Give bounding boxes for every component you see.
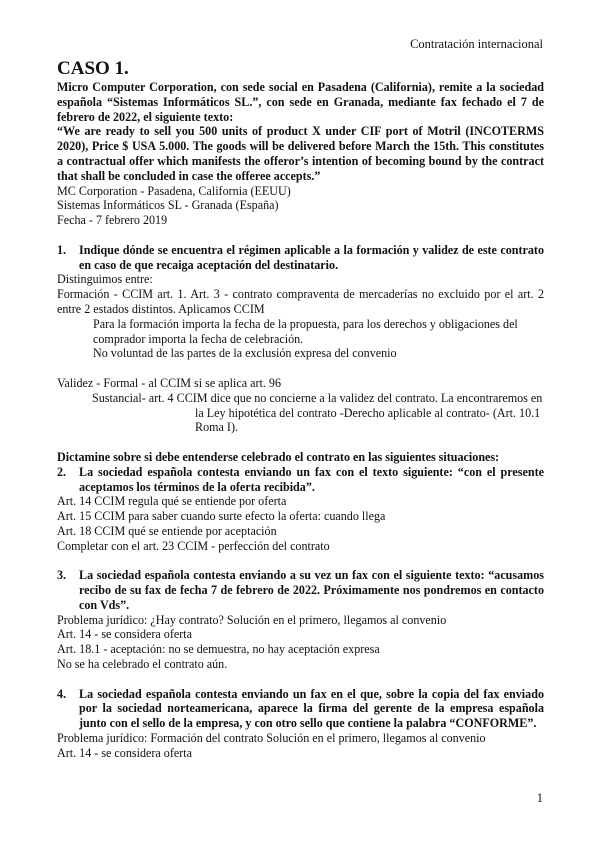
case-title: CASO 1.: [57, 58, 129, 79]
case-note: Fecha - 7 febrero 2019: [57, 213, 168, 228]
case-note: MC Corporation - Pasadena, California (EEUU): [57, 183, 291, 198]
answer-indented-line: Para la formación importa la fecha de la propuesta, para los derechos y obligaciones del comprador importa la fecha de celebración.: [93, 316, 518, 346]
answer-line: No se ha celebrado el contrato aún.: [57, 657, 228, 672]
answer-line: Art. 14 - se considera oferta: [57, 745, 192, 760]
answer-line: Art. 14 CCIM regula qué se entiende por oferta: [57, 494, 287, 509]
question-number: 1.: [57, 242, 67, 257]
case-note: Sistemas Informáticos SL - Granada (España): [57, 198, 279, 213]
question-text: Indique dónde se encuentra el régimen aplicable a la formación y validez de este contrato en caso de que recaiga aceptación del destinatario.: [79, 242, 544, 272]
answer-line: Art. 15 CCIM para saber cuando surte efecto la oferta: cuando llega: [57, 509, 386, 524]
answer-line: Problema jurídico: Formación del contrato Solución en el primero, llegamos al convenio: [57, 731, 486, 746]
answer-line: Art. 18 CCIM qué se entiende por aceptación: [57, 523, 277, 538]
question-number: 3.: [57, 568, 67, 583]
case-intro: Micro Computer Corporation, con sede social en Pasadena (California), remite a la sociedad española “Sistemas Informáticos SL.”, con sede en Granada, mediante fax fechado el 7 de febrero de 2022, el siguiente texto:: [57, 80, 544, 124]
answer-line: Distinguimos entre:: [57, 272, 153, 287]
answer-hanging-line: Sustancial- art. 4 CCIM dice que no concierne a la validez del contrato. La encontraremos en la Ley hipotética del contrato -Derecho aplicable al contrato- (Art. 10.1 Roma I).: [92, 390, 543, 435]
question-3: [57, 568, 544, 612]
answer-line: Completar con el art. 23 CCIM - perfección del contrato: [57, 538, 330, 553]
question-1: [57, 243, 544, 273]
question-number: 4.: [57, 686, 67, 701]
question-4: [57, 687, 544, 731]
section-heading: Dictamine sobre si debe entenderse celebrado el contrato en las siguientes situaciones:: [57, 449, 500, 464]
question-text: La sociedad española contesta enviando un fax en el que, sobre la copia del fax enviado por la sociedad norteamericana, aparece la firma del gerente de la empresa española junto con el sello de la empresa, y con otro sello que contiene la palabra “CONFORME”.: [79, 686, 544, 731]
question-number: 2.: [57, 464, 67, 479]
question-text: La sociedad española contesta enviando a su vez un fax con el siguiente texto: “acusamos recibo de su fax de fecha 7 de febrero de 2022. Próximamente nos pondremos en contacto con Vds”.: [79, 568, 544, 612]
page-content: [57, 58, 544, 761]
case-quote: “We are ready to sell you 500 units of product X under CIF port of Motril (INCOTERMS 2020), Price $ USA 5.000. The goods will be delivered before March the 15th. This constitutes a contractual offer which manifests the offeror’s intention of becoming bound by the contract that shall be concluded in case the offeree accepts.”: [57, 124, 544, 183]
answer-indented-line: No voluntad de las partes de la exclusión expresa del convenio: [93, 346, 397, 361]
question-2: [57, 465, 544, 495]
answer-line: Art. 14 - se considera oferta: [57, 627, 192, 642]
answer-line: Problema jurídico: ¿Hay contrato? Solución en el primero, llegamos al convenio: [57, 612, 447, 627]
question-text: La sociedad española contesta enviando un fax con el texto siguiente: “con el presente aceptamos los términos de la oferta recibida”.: [79, 464, 544, 494]
answer-line: Art. 18.1 - aceptación: no se demuestra, no hay aceptación expresa: [57, 642, 380, 657]
answer-line: Formación - CCIM art. 1. Art. 3 - contrato compraventa de mercaderías no excluido por el art. 2 entre 2 estados distintos. Aplicamos CCIM: [57, 287, 544, 316]
answer-line: Validez - Formal - al CCIM si se aplica art. 96: [57, 375, 282, 390]
page-number: 1: [536, 791, 543, 805]
document-header: Contratación internacional: [410, 37, 543, 51]
